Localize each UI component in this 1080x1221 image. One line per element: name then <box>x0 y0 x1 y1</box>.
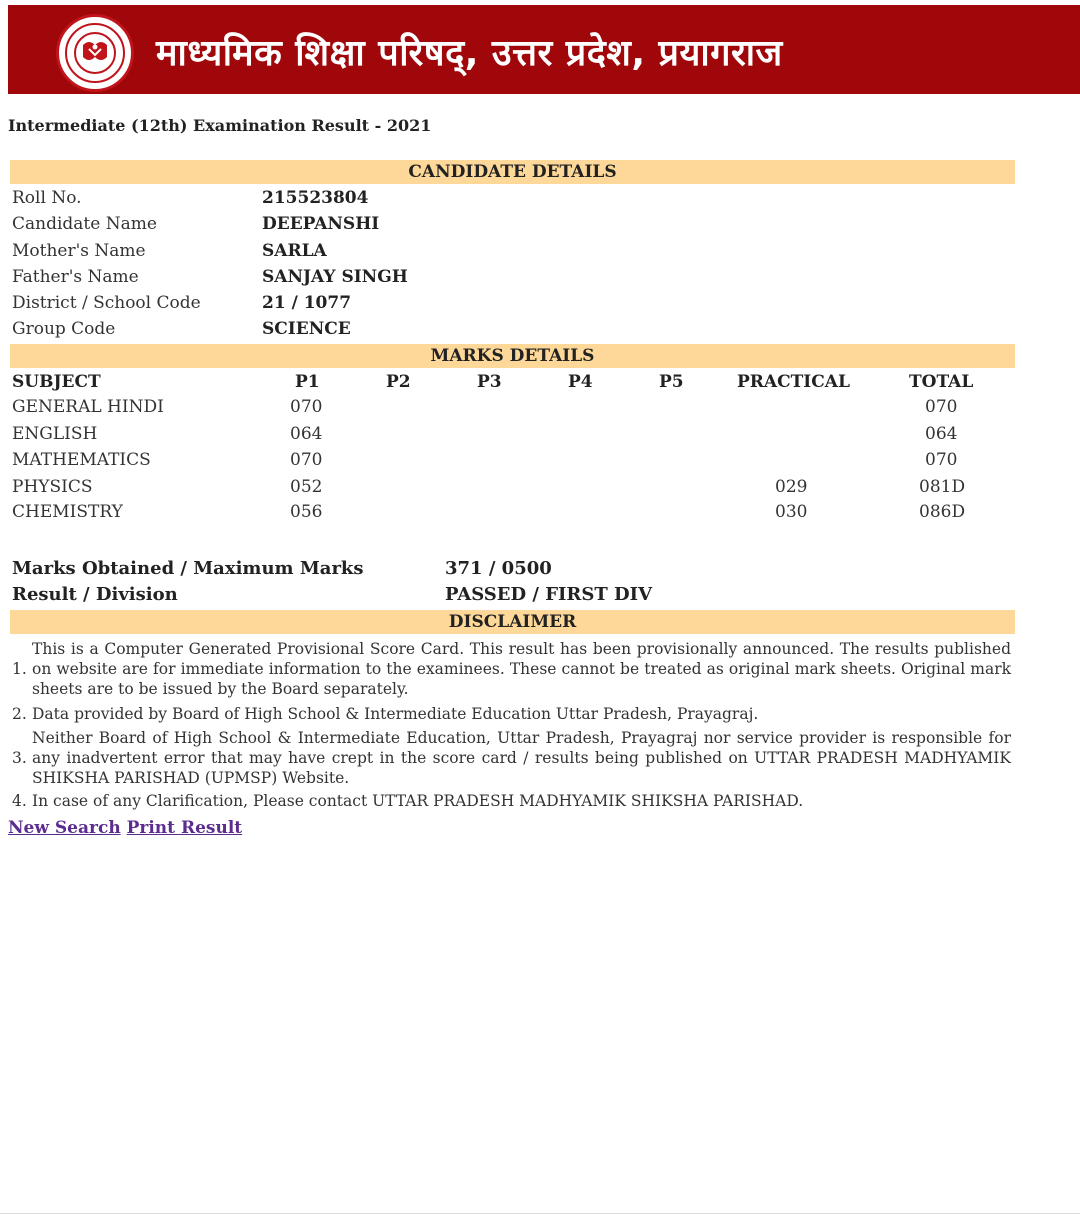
disclaimer-text: Neither Board of High School & Intermediate Education, Uttar Pradesh, Prayagraj nor service provider is responsible for any inadvertent error that may have crept in the score card / results being published on UTTAR PRADESH MADHYAMIK SHIKSHA PARISHAD (UPMSP) Website. <box>32 729 1011 787</box>
result-division-label: Result / Division <box>12 584 178 605</box>
disclaimer-text: This is a Computer Generated Provisional Score Card. This result has been provisionally announced. The results published on website are for immediate information to the examinees. These cannot be treated as original mark sheets. Original mark sheets are to be issued by the Board separately. <box>32 640 1011 698</box>
col-p3: P3 <box>477 372 502 392</box>
col-subject: SUBJECT <box>12 372 101 392</box>
total-cell: 070 <box>925 450 958 470</box>
result-division-value: PASSED / FIRST DIV <box>445 584 653 605</box>
disclaimer-text: In case of any Clarification, Please contact UTTAR PRADESH MADHYAMIK SHIKSHA PARISHAD. <box>32 792 804 810</box>
practical-cell: 030 <box>775 502 808 522</box>
col-practical: PRACTICAL <box>737 372 850 392</box>
subject-cell: GENERAL HINDI <box>12 397 164 417</box>
new-search-link[interactable]: New Search <box>8 818 121 838</box>
subject-cell: CHEMISTRY <box>12 502 123 522</box>
page-bottom-divider <box>0 1213 1080 1214</box>
father-name-label: Father's Name <box>12 267 139 287</box>
col-p1: P1 <box>295 372 320 392</box>
disclaimer-item <box>12 791 1011 811</box>
mother-name-value: SARLA <box>262 241 327 261</box>
disclaimer-item <box>12 704 1011 724</box>
p1-cell: 070 <box>290 397 323 417</box>
col-p5: P5 <box>659 372 684 392</box>
group-code-value: SCIENCE <box>262 319 351 339</box>
disclaimer-heading: DISCLAIMER <box>10 610 1015 634</box>
p1-cell: 064 <box>290 424 323 444</box>
roll-no-value: 215523804 <box>262 188 369 208</box>
disclaimer-number: 3. <box>12 749 27 767</box>
p1-cell: 070 <box>290 450 323 470</box>
candidate-name-value: DEEPANSHI <box>262 214 380 234</box>
marks-obtained-value: 371 / 0500 <box>445 558 552 579</box>
roll-no-label: Roll No. <box>12 188 82 208</box>
disclaimer-number: 4. <box>12 792 27 810</box>
disclaimer-item <box>12 728 1011 788</box>
result-actions <box>8 818 242 838</box>
district-school-code-value: 21 / 1077 <box>262 293 352 313</box>
disclaimer-number: 1. <box>12 660 27 678</box>
col-total: TOTAL <box>909 372 974 392</box>
candidate-name-label: Candidate Name <box>12 214 157 234</box>
emblem-icon <box>59 17 131 89</box>
col-p2: P2 <box>386 372 411 392</box>
disclaimer-number: 2. <box>12 705 27 723</box>
header-banner <box>8 5 1080 94</box>
exam-title: Intermediate (12th) Examination Result - 2021 <box>8 116 432 135</box>
disclaimer-text: Data provided by Board of High School & Intermediate Education Uttar Pradesh, Prayagraj. <box>32 705 759 723</box>
print-result-link[interactable]: Print Result <box>126 818 243 838</box>
candidate-details-heading: CANDIDATE DETAILS <box>10 160 1015 184</box>
practical-cell: 029 <box>775 477 808 497</box>
subject-cell: MATHEMATICS <box>12 450 151 470</box>
col-p4: P4 <box>568 372 593 392</box>
mother-name-label: Mother's Name <box>12 241 146 261</box>
total-cell: 081D <box>919 477 966 497</box>
marks-obtained-label: Marks Obtained / Maximum Marks <box>12 558 364 579</box>
father-name-value: SANJAY SINGH <box>262 267 408 287</box>
disclaimer-item <box>12 639 1011 699</box>
marks-details-heading: MARKS DETAILS <box>10 344 1015 368</box>
board-title: माध्यमिक शिक्षा परिषद्, उत्तर प्रदेश, प्रयागराज <box>156 33 783 74</box>
subject-cell: ENGLISH <box>12 424 98 444</box>
total-cell: 070 <box>925 397 958 417</box>
total-cell: 064 <box>925 424 958 444</box>
group-code-label: Group Code <box>12 319 116 339</box>
total-cell: 086D <box>919 502 966 522</box>
p1-cell: 052 <box>290 477 323 497</box>
district-school-code-label: District / School Code <box>12 293 201 313</box>
up-emblem-logo <box>56 14 134 92</box>
p1-cell: 056 <box>290 502 323 522</box>
subject-cell: PHYSICS <box>12 477 93 497</box>
